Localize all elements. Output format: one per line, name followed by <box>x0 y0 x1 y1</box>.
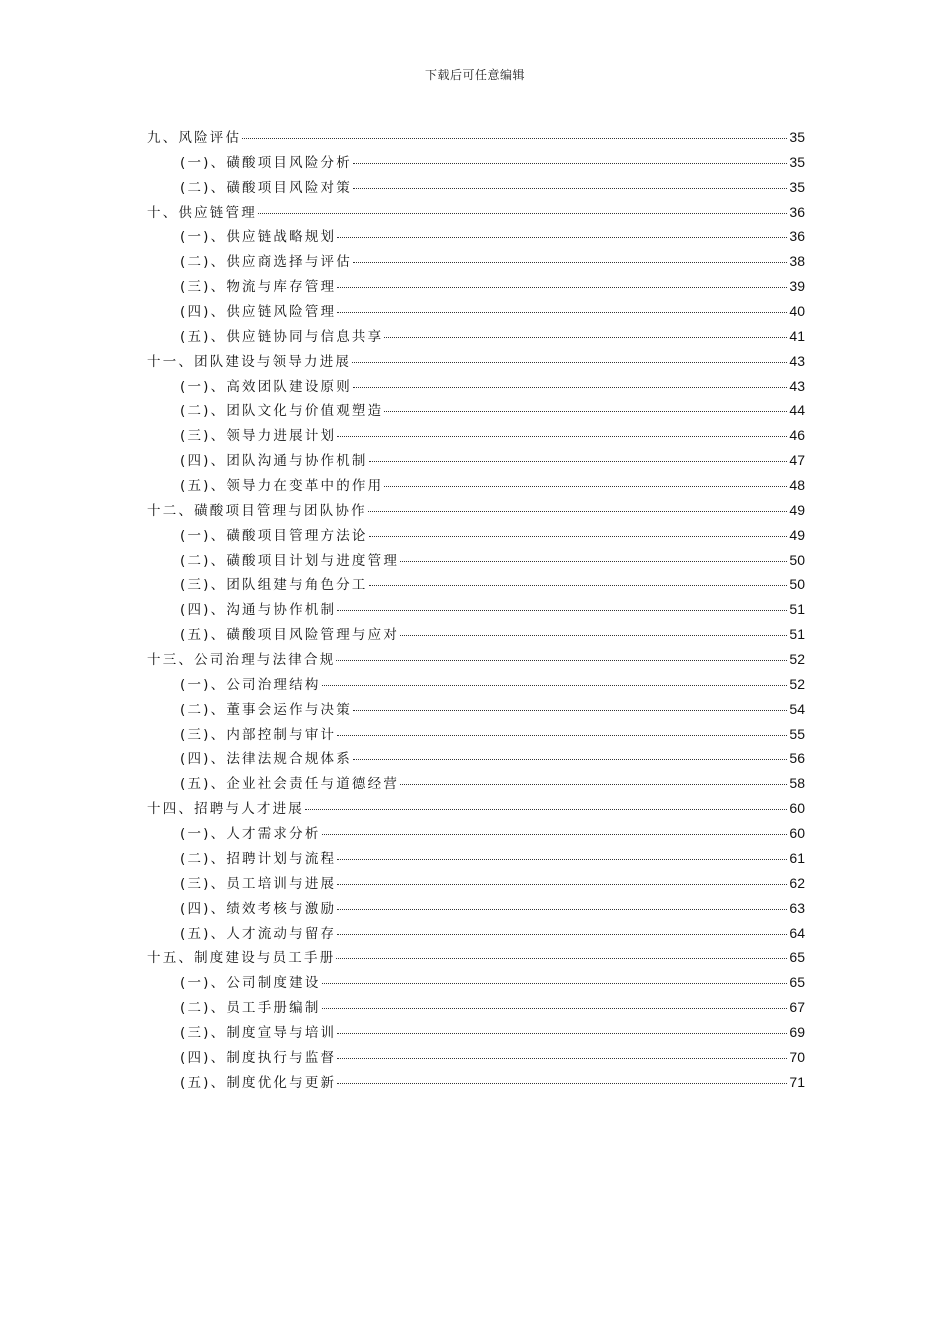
toc-page-number: 52 <box>789 675 805 692</box>
toc-chapter-entry[interactable] <box>147 499 805 524</box>
toc-page-number: 58 <box>789 775 805 792</box>
toc-section-entry[interactable] <box>147 225 805 250</box>
toc-entry-title: 十二、磺酸项目管理与团队协作 <box>147 502 367 519</box>
toc-section-entry[interactable] <box>147 474 805 499</box>
toc-entry-title: (一)、供应链战略规划 <box>180 229 337 246</box>
toc-section-entry[interactable] <box>147 822 805 847</box>
toc-page-number: 55 <box>789 725 805 742</box>
toc-dot-leader <box>337 859 787 860</box>
toc-section-entry[interactable] <box>147 897 805 922</box>
toc-entry-title: (五)、企业社会责任与道德经营 <box>180 776 400 793</box>
toc-page-number: 56 <box>789 750 805 767</box>
toc-section-entry[interactable] <box>147 325 805 350</box>
toc-entry-title: (三)、员工培训与进展 <box>180 875 337 892</box>
toc-entry-title: (一)、磺酸项目风险分析 <box>180 154 352 171</box>
toc-dot-leader <box>337 1033 787 1034</box>
toc-dot-leader <box>400 784 787 785</box>
toc-dot-leader <box>337 934 787 935</box>
toc-entry-title: (三)、物流与库存管理 <box>180 279 337 296</box>
toc-section-entry[interactable] <box>147 1071 805 1096</box>
page-header: 下载后可任意编辑 <box>424 68 525 82</box>
toc-section-entry[interactable] <box>147 772 805 797</box>
toc-page-number: 40 <box>789 303 805 320</box>
toc-section-entry[interactable] <box>147 698 805 723</box>
toc-page-number: 51 <box>789 626 805 643</box>
toc-section-entry[interactable] <box>147 872 805 897</box>
toc-dot-leader <box>400 561 787 562</box>
toc-section-entry[interactable] <box>147 275 805 300</box>
toc-page-number: 64 <box>789 924 805 941</box>
toc-dot-leader <box>353 262 787 263</box>
toc-section-entry[interactable] <box>147 598 805 623</box>
toc-chapter-entry[interactable] <box>147 648 805 673</box>
toc-dot-leader <box>337 287 787 288</box>
toc-entry-title: (三)、内部控制与审计 <box>180 726 337 743</box>
toc-dot-leader <box>322 1008 788 1009</box>
toc-page-number: 54 <box>789 700 805 717</box>
toc-entry-title: (二)、员工手册编制 <box>180 1000 321 1017</box>
toc-page-number: 65 <box>789 974 805 991</box>
toc-entry-title: (三)、制度宣导与培训 <box>180 1024 337 1041</box>
toc-section-entry[interactable] <box>147 424 805 449</box>
toc-dot-leader <box>353 387 787 388</box>
toc-page-number: 47 <box>789 452 805 469</box>
toc-chapter-entry[interactable] <box>147 126 805 151</box>
toc-page-number: 67 <box>789 999 805 1016</box>
toc-dot-leader <box>352 362 787 363</box>
toc-section-entry[interactable] <box>147 449 805 474</box>
toc-section-entry[interactable] <box>147 747 805 772</box>
toc-entry-title: (四)、团队沟通与协作机制 <box>180 453 368 470</box>
toc-chapter-entry[interactable] <box>147 350 805 375</box>
toc-page-number: 46 <box>789 427 805 444</box>
toc-dot-leader <box>337 884 787 885</box>
toc-section-entry[interactable] <box>147 176 805 201</box>
toc-page-number: 35 <box>789 153 805 170</box>
toc-dot-leader <box>353 710 787 711</box>
toc-section-entry[interactable] <box>147 922 805 947</box>
toc-entry-title: (五)、供应链协同与信息共享 <box>180 328 384 345</box>
toc-section-entry[interactable] <box>147 250 805 275</box>
toc-dot-leader <box>337 735 787 736</box>
toc-entry-title: 十、供应链管理 <box>147 204 257 221</box>
toc-section-entry[interactable] <box>147 1021 805 1046</box>
toc-section-entry[interactable] <box>147 723 805 748</box>
toc-chapter-entry[interactable] <box>147 797 805 822</box>
toc-section-entry[interactable] <box>147 673 805 698</box>
toc-page-number: 60 <box>789 800 805 817</box>
toc-section-entry[interactable] <box>147 1046 805 1071</box>
toc-section-entry[interactable] <box>147 549 805 574</box>
toc-dot-leader <box>337 1083 787 1084</box>
toc-chapter-entry[interactable] <box>147 201 805 226</box>
toc-dot-leader <box>337 1058 787 1059</box>
toc-entry-title: (四)、绩效考核与激励 <box>180 900 337 917</box>
toc-chapter-entry[interactable] <box>147 946 805 971</box>
toc-section-entry[interactable] <box>147 375 805 400</box>
toc-entry-title: (四)、法律法规合规体系 <box>180 751 352 768</box>
toc-entry-title: (二)、磺酸项目风险对策 <box>180 179 352 196</box>
toc-dot-leader <box>384 337 787 338</box>
toc-page-number: 43 <box>789 352 805 369</box>
toc-page-number: 63 <box>789 899 805 916</box>
toc-entry-title: (一)、公司制度建设 <box>180 975 321 992</box>
toc-page-number: 50 <box>789 551 805 568</box>
toc-entry-title: (二)、团队文化与价值观塑造 <box>180 403 384 420</box>
table-of-contents <box>147 126 805 1096</box>
toc-section-entry[interactable] <box>147 524 805 549</box>
toc-page-number: 35 <box>789 178 805 195</box>
toc-entry-title: 十三、公司治理与法律合规 <box>147 652 336 669</box>
toc-dot-leader <box>384 411 787 412</box>
toc-dot-leader <box>337 312 787 313</box>
toc-entry-title: (一)、人才需求分析 <box>180 826 321 843</box>
toc-dot-leader <box>305 809 787 810</box>
toc-page-number: 62 <box>789 874 805 891</box>
toc-page-number: 65 <box>789 949 805 966</box>
toc-page-number: 44 <box>789 402 805 419</box>
toc-dot-leader <box>368 511 788 512</box>
toc-entry-title: (五)、制度优化与更新 <box>180 1074 337 1091</box>
toc-entry-title: (二)、供应商选择与评估 <box>180 254 352 271</box>
toc-page-number: 38 <box>789 253 805 270</box>
toc-section-entry[interactable] <box>147 300 805 325</box>
toc-dot-leader <box>242 138 787 139</box>
toc-page-number: 36 <box>789 203 805 220</box>
toc-entry-title: (二)、磺酸项目计划与进度管理 <box>180 552 400 569</box>
toc-page-number: 61 <box>789 849 805 866</box>
toc-page-number: 69 <box>789 1023 805 1040</box>
toc-dot-leader <box>369 585 788 586</box>
toc-page-number: 49 <box>789 526 805 543</box>
toc-dot-leader <box>337 237 787 238</box>
toc-entry-title: 十一、团队建设与领导力进展 <box>147 353 352 370</box>
toc-entry-title: (一)、公司治理结构 <box>180 676 321 693</box>
toc-dot-leader <box>400 635 787 636</box>
toc-page-number: 48 <box>789 477 805 494</box>
toc-section-entry[interactable] <box>147 996 805 1021</box>
toc-dot-leader <box>337 436 787 437</box>
toc-section-entry[interactable] <box>147 573 805 598</box>
toc-section-entry[interactable] <box>147 971 805 996</box>
toc-dot-leader <box>322 834 788 835</box>
toc-dot-leader <box>384 486 787 487</box>
toc-entry-title: (一)、磺酸项目管理方法论 <box>180 527 368 544</box>
toc-entry-title: (五)、领导力在变革中的作用 <box>180 478 384 495</box>
toc-entry-title: 十四、招聘与人才进展 <box>147 801 304 818</box>
toc-entry-title: 十五、制度建设与员工手册 <box>147 950 336 967</box>
toc-section-entry[interactable] <box>147 847 805 872</box>
toc-dot-leader <box>369 461 788 462</box>
toc-dot-leader <box>337 610 787 611</box>
toc-page-number: 51 <box>789 601 805 618</box>
toc-entry-title: 九、风险评估 <box>147 130 242 146</box>
toc-page-number: 70 <box>789 1048 805 1065</box>
toc-page-number: 39 <box>789 278 805 295</box>
toc-entry-title: (四)、沟通与协作机制 <box>180 602 337 619</box>
toc-entry-title: (四)、制度执行与监督 <box>180 1049 337 1066</box>
toc-page-number: 50 <box>789 576 805 593</box>
toc-page-number: 36 <box>789 228 805 245</box>
toc-entry-title: (五)、磺酸项目风险管理与应对 <box>180 627 400 644</box>
toc-dot-leader <box>322 983 788 984</box>
toc-page-number: 43 <box>789 377 805 394</box>
toc-entry-title: (五)、人才流动与留存 <box>180 925 337 942</box>
toc-dot-leader <box>337 909 787 910</box>
toc-dot-leader <box>369 536 788 537</box>
toc-dot-leader <box>336 660 787 661</box>
toc-page-number: 52 <box>789 651 805 668</box>
toc-entry-title: (三)、领导力进展计划 <box>180 428 337 445</box>
toc-dot-leader <box>353 163 787 164</box>
toc-page-number: 49 <box>789 501 805 518</box>
toc-entry-title: (二)、董事会运作与决策 <box>180 701 352 718</box>
toc-dot-leader <box>322 685 788 686</box>
toc-section-entry[interactable] <box>147 399 805 424</box>
toc-page-number: 60 <box>789 825 805 842</box>
toc-entry-title: (二)、招聘计划与流程 <box>180 850 337 867</box>
toc-entry-title: (三)、团队组建与角色分工 <box>180 577 368 594</box>
toc-entry-title: (四)、供应链风险管理 <box>180 304 337 321</box>
toc-dot-leader <box>353 759 787 760</box>
toc-dot-leader <box>258 213 788 214</box>
toc-page-number: 41 <box>789 327 805 344</box>
toc-section-entry[interactable] <box>147 151 805 176</box>
toc-dot-leader <box>336 958 787 959</box>
toc-entry-title: (一)、高效团队建设原则 <box>180 378 352 395</box>
toc-dot-leader <box>353 188 787 189</box>
toc-section-entry[interactable] <box>147 623 805 648</box>
toc-page-number: 35 <box>789 129 805 145</box>
toc-page-number: 71 <box>789 1073 805 1090</box>
